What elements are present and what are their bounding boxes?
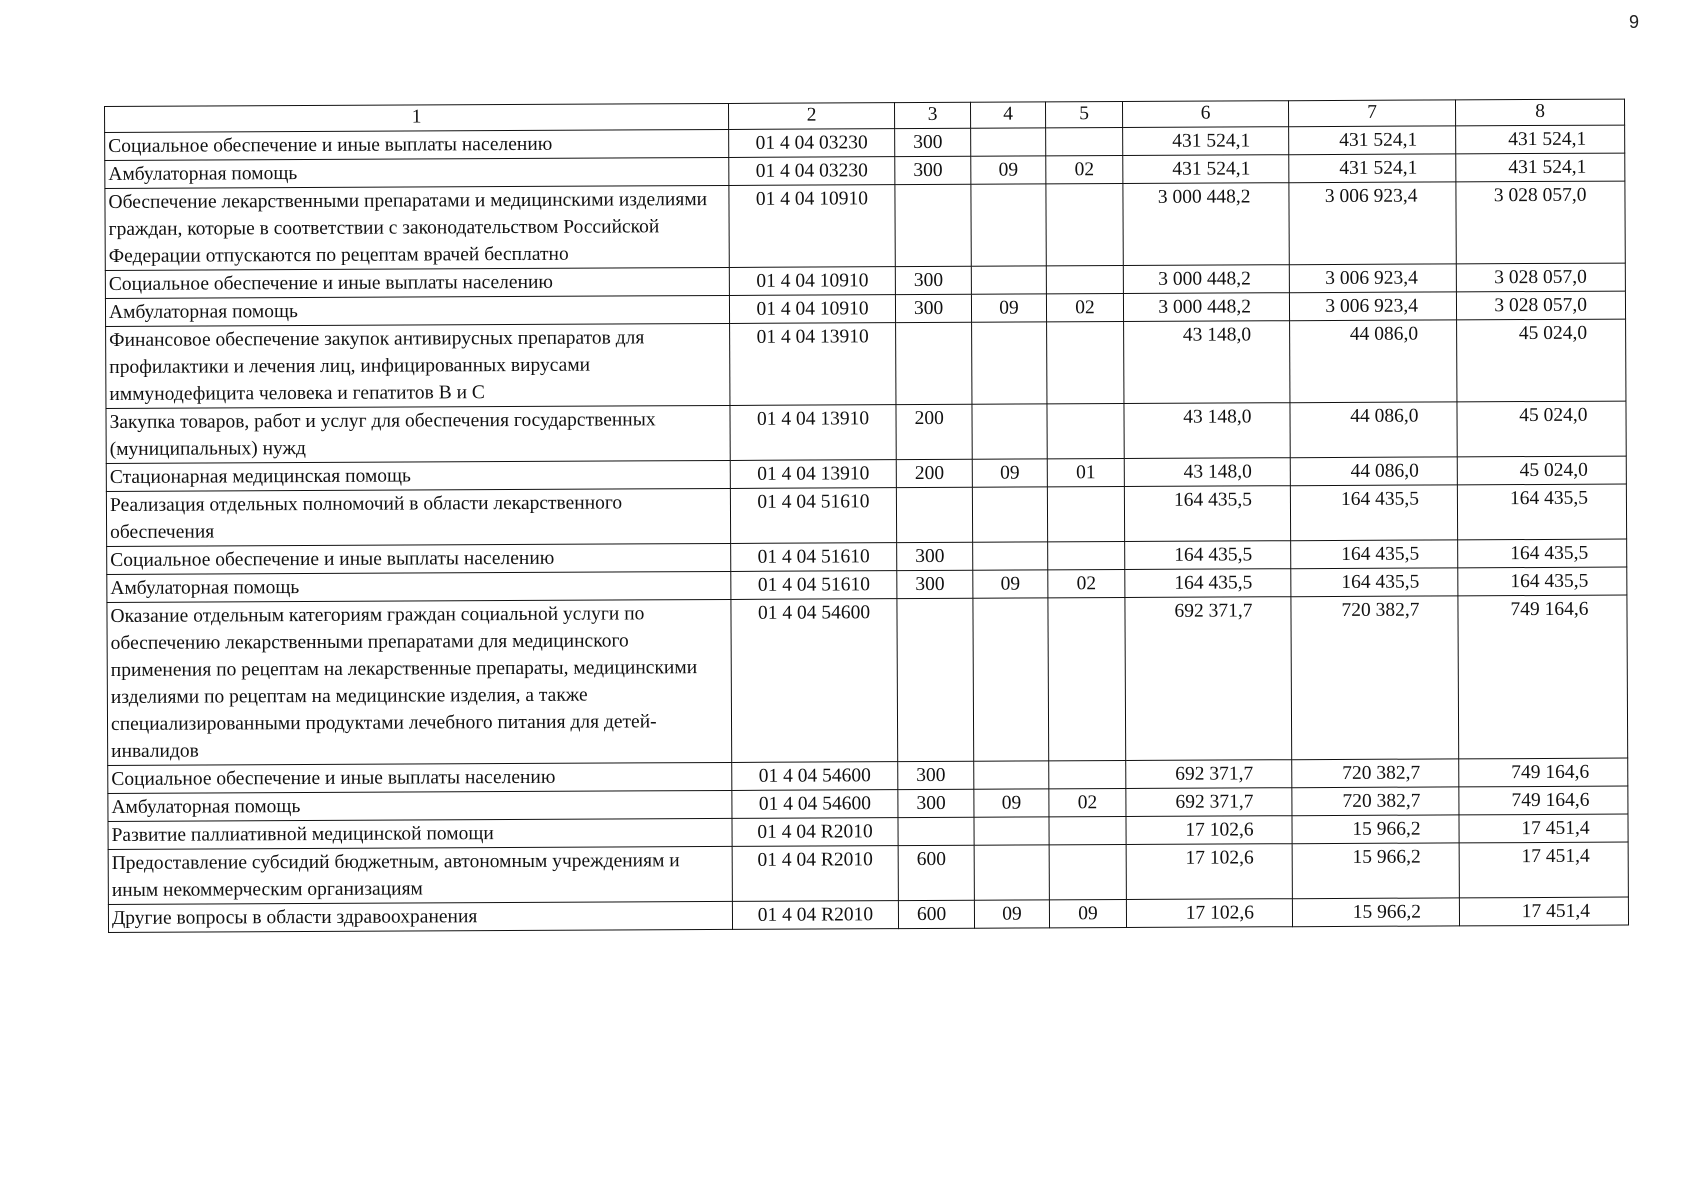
section-cell — [971, 184, 1046, 266]
row-name-cell: Амбулаторная помощь — [105, 295, 729, 326]
target-article-cell: 01 4 04 10910 — [729, 185, 895, 268]
amount-year-3-cell: 3 028 057,0 — [1456, 291, 1625, 320]
section-cell — [973, 542, 1048, 570]
table-row — [108, 842, 1628, 904]
expense-type-cell — [896, 322, 972, 404]
row-name-cell: Стационарная медицинская помощь — [106, 460, 730, 491]
row-name-cell: Социальное обеспечение и иные выплаты населению — [107, 543, 731, 574]
amount-year-3-cell: 17 451,4 — [1459, 814, 1628, 843]
section-cell: 09 — [971, 156, 1046, 184]
section-cell: 09 — [971, 294, 1046, 322]
section-cell: 09 — [972, 459, 1047, 487]
amount-year-1-cell: 164 435,5 — [1125, 541, 1291, 570]
amount-year-1-cell: 431 524,1 — [1123, 127, 1289, 156]
amount-year-1-cell: 164 435,5 — [1125, 569, 1291, 598]
amount-year-1-cell: 3 000 448,2 — [1123, 293, 1289, 322]
subsection-cell — [1049, 761, 1126, 789]
amount-year-2-cell: 720 382,7 — [1291, 596, 1459, 760]
amount-year-2-cell: 15 966,2 — [1292, 843, 1459, 899]
subsection-cell — [1049, 817, 1126, 845]
target-article-cell: 01 4 04 13910 — [730, 460, 896, 489]
amount-year-3-cell: 749 164,6 — [1459, 758, 1628, 787]
expense-type-cell — [897, 598, 974, 761]
amount-year-1-cell: 3 000 448,2 — [1123, 183, 1289, 266]
target-article-cell: 01 4 04 R2010 — [732, 901, 898, 930]
column-header: 2 — [728, 103, 894, 130]
section-cell: 09 — [974, 789, 1049, 817]
expense-type-cell: 300 — [895, 294, 971, 322]
section-cell: 09 — [974, 900, 1049, 928]
subsection-cell: 09 — [1049, 900, 1126, 928]
expense-type-cell: 200 — [896, 459, 972, 487]
target-article-cell: 01 4 04 54600 — [732, 762, 898, 791]
target-article-cell: 01 4 04 13910 — [730, 405, 896, 461]
section-cell — [974, 817, 1049, 845]
row-name-cell: Социальное обеспечение и иные выплаты населению — [105, 129, 729, 160]
amount-year-1-cell: 43 148,0 — [1124, 458, 1290, 487]
row-name-cell: Предоставление субсидий бюджетным, автономным учреждениям и иным некоммерческим организациям — [108, 846, 732, 904]
target-article-cell: 01 4 04 51610 — [731, 571, 897, 600]
row-name-cell: Амбулаторная помощь — [107, 571, 731, 602]
table-body — [105, 125, 1629, 932]
amount-year-2-cell: 15 966,2 — [1292, 815, 1459, 844]
row-name-cell: Реализация отдельных полномочий в области лекарственного обеспечения — [106, 488, 730, 546]
amount-year-3-cell: 45 024,0 — [1457, 401, 1626, 457]
amount-year-3-cell: 164 435,5 — [1458, 539, 1627, 568]
amount-year-1-cell: 3 000 448,2 — [1123, 265, 1289, 294]
subsection-cell — [1046, 128, 1123, 156]
page-number: 9 — [1628, 12, 1639, 32]
expense-type-cell: 300 — [895, 128, 971, 156]
budget-table — [104, 99, 1629, 933]
column-header: 3 — [894, 102, 970, 128]
section-cell — [974, 761, 1049, 789]
amount-year-1-cell: 17 102,6 — [1126, 844, 1292, 900]
amount-year-1-cell: 164 435,5 — [1124, 486, 1290, 542]
amount-year-3-cell: 749 164,6 — [1458, 595, 1628, 759]
subsection-cell — [1048, 598, 1126, 761]
amount-year-3-cell: 164 435,5 — [1458, 567, 1627, 596]
section-cell — [972, 322, 1047, 404]
column-header: 8 — [1455, 99, 1624, 126]
expense-type-cell — [896, 487, 972, 542]
expense-type-cell — [895, 184, 971, 266]
target-article-cell: 01 4 04 R2010 — [732, 818, 898, 847]
column-header: 6 — [1122, 101, 1288, 128]
amount-year-2-cell: 431 524,1 — [1289, 154, 1456, 183]
amount-year-1-cell: 431 524,1 — [1123, 155, 1289, 184]
row-name-cell: Финансовое обеспечение закупок антивирусных препаратов для профилактики и лечения лиц, инфицированных вирусами иммунодефицита человека и гепатитов В и С — [106, 323, 730, 408]
section-cell — [972, 404, 1047, 459]
amount-year-2-cell: 431 524,1 — [1289, 126, 1456, 155]
subsection-cell: 02 — [1046, 294, 1123, 322]
subsection-cell — [1048, 542, 1125, 570]
amount-year-3-cell: 431 524,1 — [1456, 153, 1625, 182]
amount-year-1-cell: 43 148,0 — [1124, 403, 1290, 459]
amount-year-1-cell: 43 148,0 — [1124, 321, 1290, 404]
amount-year-1-cell: 692 371,7 — [1125, 597, 1292, 761]
amount-year-1-cell: 17 102,6 — [1126, 816, 1292, 845]
target-article-cell: 01 4 04 54600 — [731, 599, 898, 763]
amount-year-2-cell: 720 382,7 — [1292, 759, 1459, 788]
section-cell — [974, 845, 1049, 900]
subsection-cell: 02 — [1049, 789, 1126, 817]
table-row — [107, 595, 1628, 765]
amount-year-3-cell: 45 024,0 — [1457, 319, 1626, 402]
expense-type-cell: 300 — [897, 570, 973, 598]
amount-year-3-cell: 431 524,1 — [1456, 125, 1625, 154]
section-cell — [971, 266, 1046, 294]
amount-year-2-cell: 44 086,0 — [1290, 457, 1457, 486]
subsection-cell: 02 — [1046, 156, 1123, 184]
amount-year-2-cell: 3 006 923,4 — [1289, 292, 1456, 321]
target-article-cell: 01 4 04 10910 — [729, 295, 895, 324]
column-header: 4 — [970, 102, 1045, 128]
target-article-cell: 01 4 04 13910 — [730, 323, 896, 406]
subsection-cell — [1046, 184, 1123, 266]
amount-year-2-cell: 164 435,5 — [1291, 568, 1458, 597]
row-name-cell: Социальное обеспечение и иные выплаты населению — [108, 762, 732, 793]
column-header: 5 — [1045, 102, 1122, 128]
expense-type-cell: 300 — [897, 542, 973, 570]
amount-year-1-cell: 692 371,7 — [1126, 760, 1292, 789]
expense-type-cell: 600 — [898, 845, 974, 900]
amount-year-2-cell: 3 006 923,4 — [1289, 182, 1456, 265]
target-article-cell: 01 4 04 54600 — [732, 790, 898, 819]
table-row — [106, 401, 1626, 463]
expense-type-cell: 300 — [898, 789, 974, 817]
row-name-cell: Амбулаторная помощь — [108, 790, 732, 821]
table-row — [106, 484, 1626, 546]
column-header: 7 — [1288, 100, 1455, 127]
row-name-cell: Оказание отдельным категориям граждан социальной услуги по обеспечению лекарственными препаратами для медицинского применения по рецептам на лекарственные препараты, медицинскими изделиями по рецептам на медицинские изделия, а также специализированными продуктами лечебного питания для детей-инвалидов — [107, 599, 732, 765]
amount-year-2-cell: 44 086,0 — [1290, 402, 1457, 458]
row-name-cell: Развитие паллиативной медицинской помощи — [108, 818, 732, 849]
section-cell — [973, 598, 1049, 761]
expense-type-cell: 600 — [898, 900, 974, 928]
amount-year-3-cell: 164 435,5 — [1457, 484, 1626, 540]
subsection-cell — [1049, 845, 1126, 900]
amount-year-2-cell: 720 382,7 — [1292, 787, 1459, 816]
amount-year-2-cell: 164 435,5 — [1291, 540, 1458, 569]
section-cell — [972, 487, 1047, 542]
target-article-cell: 01 4 04 10910 — [729, 267, 895, 296]
amount-year-3-cell: 749 164,6 — [1459, 786, 1628, 815]
target-article-cell: 01 4 04 03230 — [729, 157, 895, 186]
target-article-cell: 01 4 04 51610 — [731, 543, 897, 572]
amount-year-3-cell: 45 024,0 — [1457, 456, 1626, 485]
column-header: 1 — [105, 103, 729, 132]
row-name-cell: Социальное обеспечение и иные выплаты населению — [105, 267, 729, 298]
table-row — [106, 319, 1626, 408]
table-row — [105, 181, 1625, 270]
amount-year-2-cell: 44 086,0 — [1290, 320, 1457, 403]
amount-year-1-cell: 692 371,7 — [1126, 788, 1292, 817]
subsection-cell: 01 — [1047, 459, 1124, 487]
target-article-cell: 01 4 04 03230 — [729, 129, 895, 158]
expense-type-cell: 300 — [895, 266, 971, 294]
subsection-cell — [1047, 487, 1124, 542]
expense-type-cell: 300 — [898, 761, 974, 789]
section-cell: 09 — [973, 570, 1048, 598]
amount-year-2-cell: 164 435,5 — [1290, 485, 1457, 541]
subsection-cell — [1046, 266, 1123, 294]
row-name-cell: Закупка товаров, работ и услуг для обеспечения государственных (муниципальных) нужд — [106, 405, 730, 463]
subsection-cell: 02 — [1048, 570, 1125, 598]
subsection-cell — [1047, 322, 1124, 404]
amount-year-3-cell: 17 451,4 — [1459, 897, 1628, 926]
target-article-cell: 01 4 04 51610 — [730, 488, 896, 544]
expense-type-cell: 200 — [896, 404, 972, 459]
section-cell — [971, 128, 1046, 156]
amount-year-3-cell: 17 451,4 — [1459, 842, 1628, 898]
target-article-cell: 01 4 04 R2010 — [732, 846, 898, 902]
amount-year-3-cell: 3 028 057,0 — [1456, 263, 1625, 292]
amount-year-1-cell: 17 102,6 — [1126, 899, 1292, 928]
amount-year-2-cell: 15 966,2 — [1292, 898, 1459, 927]
expense-type-cell: 300 — [895, 156, 971, 184]
row-name-cell: Амбулаторная помощь — [105, 157, 729, 188]
expense-type-cell — [898, 817, 974, 845]
row-name-cell: Обеспечение лекарственными препаратами и медицинскими изделиями граждан, которые в соответствии с законодательством Российской Федерации отпускаются по рецептам врачей бесплатно — [105, 185, 729, 270]
amount-year-2-cell: 3 006 923,4 — [1289, 264, 1456, 293]
subsection-cell — [1047, 404, 1124, 459]
row-name-cell: Другие вопросы в области здравоохранения — [108, 901, 732, 932]
amount-year-3-cell: 3 028 057,0 — [1456, 181, 1625, 264]
